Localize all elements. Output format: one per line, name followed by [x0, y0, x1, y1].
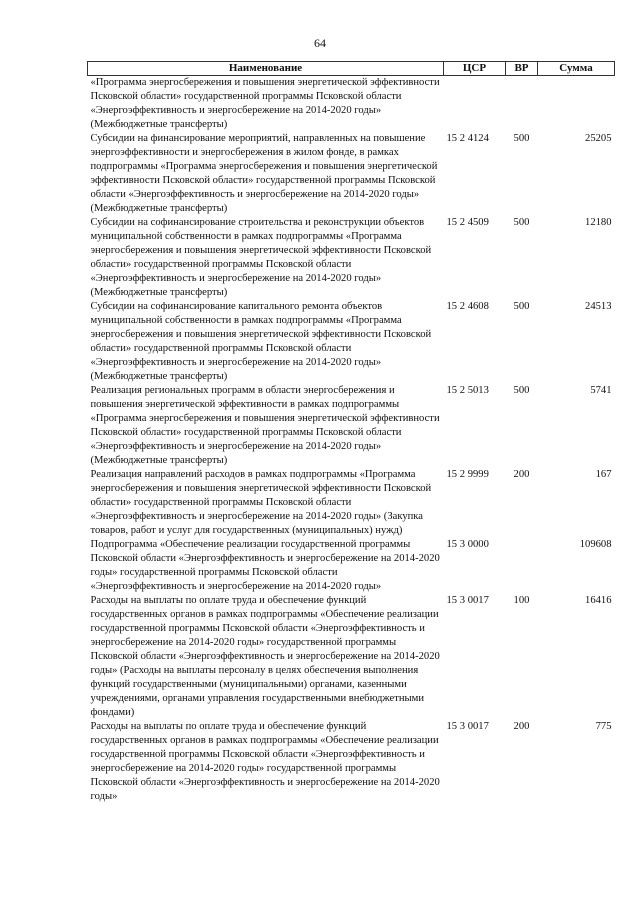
row-sum: 25205 — [585, 133, 612, 144]
header-sum: Сумма — [538, 62, 615, 76]
row-name: Субсидии на софинансирование капитального ремонта объектов муниципальной собственности в рамках подпрограммы «Программа энергосбережения и повышения энергетической эффективности Псковской области» государственной программы Псковской области «Энергоэффективность и энергосбережение на 2014-2020 годы» (Межбюджетные трансферты) — [90, 301, 432, 382]
row-name: «Программа энергосбережения и повышения энергетической эффективности Псковской области» государственной программы Псковской области «Энергоэффективность и энергосбережение на 2014-2020 годы» (Межбюджетные трансферты) — [90, 77, 440, 130]
row-sum: 167 — [595, 469, 612, 480]
row-csr: 15 2 4509 — [446, 217, 489, 228]
row-csr: 15 2 5013 — [446, 385, 489, 396]
row-csr — [444, 76, 506, 133]
row-name: Субсидии на финансирование мероприятий, направленных на повышение энергоэффективности и энергосбережения в жилом фонде, в рамках подпрограммы «Программа энергосбережения и повышения энергетической эффективности Псковской области» государственной программы Псковской области «Энергоэффективность и энергосбережение на 2014-2020 годы» (Межбюджетные трансферты) — [90, 133, 438, 214]
row-csr: 15 2 9999 — [446, 469, 489, 480]
row-vr: 200 — [513, 721, 530, 732]
table-row — [88, 720, 615, 804]
table-row — [88, 216, 615, 300]
page-number: 64 — [314, 36, 326, 50]
table-row — [88, 468, 615, 538]
row-sum: 775 — [595, 721, 612, 732]
table-row — [88, 538, 615, 594]
row-vr: 200 — [513, 469, 530, 480]
table-row — [88, 594, 615, 720]
table-row — [88, 300, 615, 384]
row-vr: 500 — [513, 133, 530, 144]
row-sum: 16416 — [585, 595, 612, 606]
row-sum — [538, 76, 615, 133]
row-vr: 500 — [513, 217, 530, 228]
table-row — [88, 384, 615, 468]
header-vr: ВР — [506, 62, 538, 76]
row-vr — [506, 538, 538, 594]
budget-table — [87, 61, 615, 804]
row-sum: 109608 — [579, 539, 612, 550]
row-name: Расходы на выплаты по оплате труда и обеспечение функций государственных органов в рамках подпрограммы «Обеспечение реализации государственной программы Псковской области «Энергоэффективность и энергосбережение на 2014-2020 годы» государственной программы Псковской области «Энергоэффективность и энергосбережение на 2014-2020 годы» (Расходы на выплаты персоналу в целях обеспечения выполнения функций государственными (муниципальными) органами, казенными учреждениями, органами управления государственными внебюджетными фондами) — [90, 595, 440, 718]
row-csr: 15 2 4608 — [446, 301, 489, 312]
table-header-row — [88, 62, 615, 76]
row-name: Реализация региональных программ в области энергосбережения и повышения энергетической эффективности в рамках подпрограммы «Программа энергосбережения и повышения энергетической эффективности Псковской области» государственной программы Псковской области «Энергоэффективность и энергосбережение на 2014-2020 годы» (Межбюджетные трансферты) — [90, 385, 440, 466]
row-sum: 24513 — [585, 301, 612, 312]
row-vr: 500 — [513, 385, 530, 396]
row-vr: 500 — [513, 301, 530, 312]
row-sum: 12180 — [585, 217, 612, 228]
row-vr: 100 — [513, 595, 530, 606]
row-csr: 15 2 4124 — [446, 133, 489, 144]
row-sum: 5741 — [590, 385, 612, 396]
row-name: Подпрограмма «Обеспечение реализации государственной программы Псковской области «Энергоэффективность и энергосбережение на 2014-2020 годы» государственной программы Псковской области «Энергоэффективность и энергосбережение на 2014-2020 годы» — [90, 539, 440, 592]
row-vr — [506, 76, 538, 133]
table-row — [88, 132, 615, 216]
row-name: Субсидии на софинансирование строительства и реконструкции объектов муниципальной собственности в рамках подпрограммы «Программа энергосбережения и повышения энергетической эффективности Псковской области» государственной программы Псковской области «Энергоэффективность и энергосбережение на 2014-2020 годы» (Межбюджетные трансферты) — [90, 217, 432, 298]
row-csr: 15 3 0000 — [446, 539, 489, 550]
row-csr: 15 3 0017 — [446, 721, 489, 732]
row-name: Реализация направлений расходов в рамках подпрограммы «Программа энергосбережения и повышения энергетической эффективности Псковской области» государственной программы Псковской области «Энергоэффективность и энергосбережение на 2014-2020 годы» (Закупка товаров, работ и услуг для государственных (муниципальных) нужд) — [90, 469, 432, 536]
header-name: Наименование — [88, 62, 444, 76]
table-row — [88, 76, 615, 133]
header-csr: ЦСР — [444, 62, 506, 76]
row-name: Расходы на выплаты по оплате труда и обеспечение функций государственных органов в рамках подпрограммы «Обеспечение реализации государственной программы Псковской области «Энергоэффективность и энергосбережение на 2014-2020 годы» государственной программы Псковской области «Энергоэффективность и энергосбережение на 2014-2020 годы» — [90, 721, 440, 802]
row-csr: 15 3 0017 — [446, 595, 489, 606]
